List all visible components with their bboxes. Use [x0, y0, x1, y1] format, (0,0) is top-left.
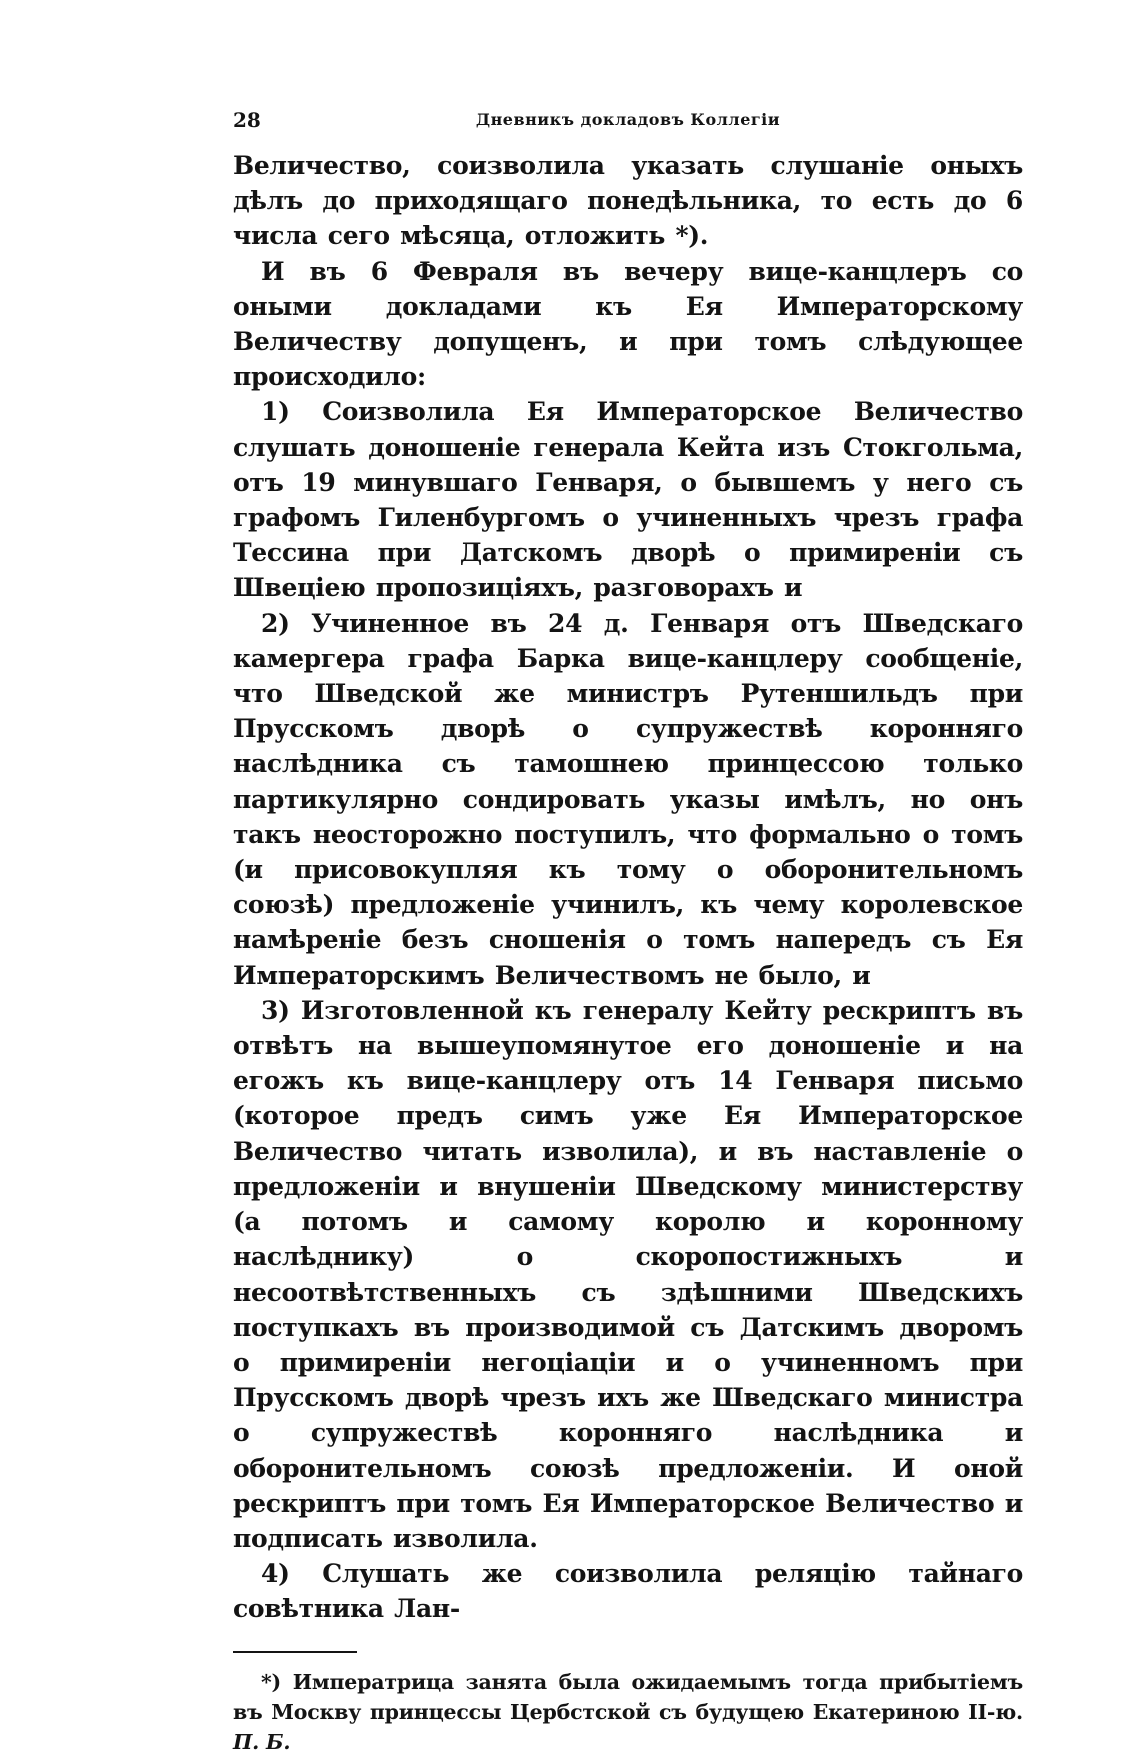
page-number: 28 — [233, 108, 261, 132]
footnote-signature: П. Б. — [233, 1729, 291, 1754]
paragraph-item-1: 1) Соизволила Ея Императорское Величество слушать доношеніе генерала Кейта изъ Стокгольма, отъ 19 минувшаго Генваря, о бывшемъ у него съ графомъ Гиленбургомъ о учиненныхъ чрезъ графа Тессина при Датскомъ дворѣ о примиреніи съ Швеціею пропозиціяхъ, разговорахъ и — [233, 397, 1023, 603]
running-title: Дневникъ докладовъ Коллегіи — [475, 110, 781, 129]
footnote-rule — [233, 1651, 357, 1653]
paragraph-february-6: И въ 6 Февраля въ вечеру вице-канцлеръ со оными докладами къ Ея Императорскому Величеству допущенъ, и при томъ слѣдующее происходило: — [233, 256, 1023, 392]
footnote-text: *) Императрица занята была ожидаемымъ тогда прибытіемъ въ Москву принцессы Цербстской съ будущею Екатериною II-ю. — [233, 1669, 1023, 1724]
footnote — [233, 1667, 1023, 1757]
paragraph-item-4: 4) Слушать же соизволила реляцію тайнаго совѣтника Лан- — [233, 1559, 1023, 1624]
book-page — [233, 96, 1023, 1757]
paragraph-item-2: 2) Учиненное въ 24 д. Генваря отъ Шведскаго камергера графа Барка вице-канцлеру сообщеніе, что Шведской же министръ Рутеншильдъ при Прусскомъ дворѣ о супружествѣ коронняго наслѣдника съ тамошнею принцессою только партикулярно сондировать указы имѣлъ, но онъ такъ неосторожно поступилъ, что формально о томъ (и присовокупляя къ тому о оборонительномъ союзѣ) предложеніе учинилъ, къ чему королевское намѣреніе безъ сношенія о томъ напередъ съ Ея Императорскимъ Величествомъ не было, и — [233, 608, 1023, 990]
body-text — [233, 148, 1023, 1627]
running-head — [233, 96, 1023, 132]
paragraph-continuation: Величество, соизволила указать слушаніе оныхъ дѣлъ до приходящаго понедѣльника, то есть до 6 числа сего мѣсяца, отложить *). — [233, 151, 1023, 251]
paragraph-item-3: 3) Изготовленной къ генералу Кейту рескриптъ въ отвѣтъ на вышеупомянутое его доношеніе и на егожъ къ вице-канцлеру отъ 14 Генваря письмо (которое предъ симъ уже Ея Императорское Величество читать изволила), и въ наставленіе о предложеніи и внушеніи Шведскому министерству (а потомъ и самому королю и коронному наслѣднику) о скоропостижныхъ и несоотвѣтственныхъ съ здѣшними Шведскихъ поступкахъ въ производимой съ Датскимъ дворомъ о примиреніи негоціаціи и о учиненномъ при Прусскомъ дворѣ чрезъ ихъ же Шведскаго министра о супружествѣ коронняго наслѣдника и оборонительномъ союзѣ предложеніи. И оной рескриптъ при томъ Ея Императорское Величество и подписать изволила. — [233, 995, 1023, 1553]
